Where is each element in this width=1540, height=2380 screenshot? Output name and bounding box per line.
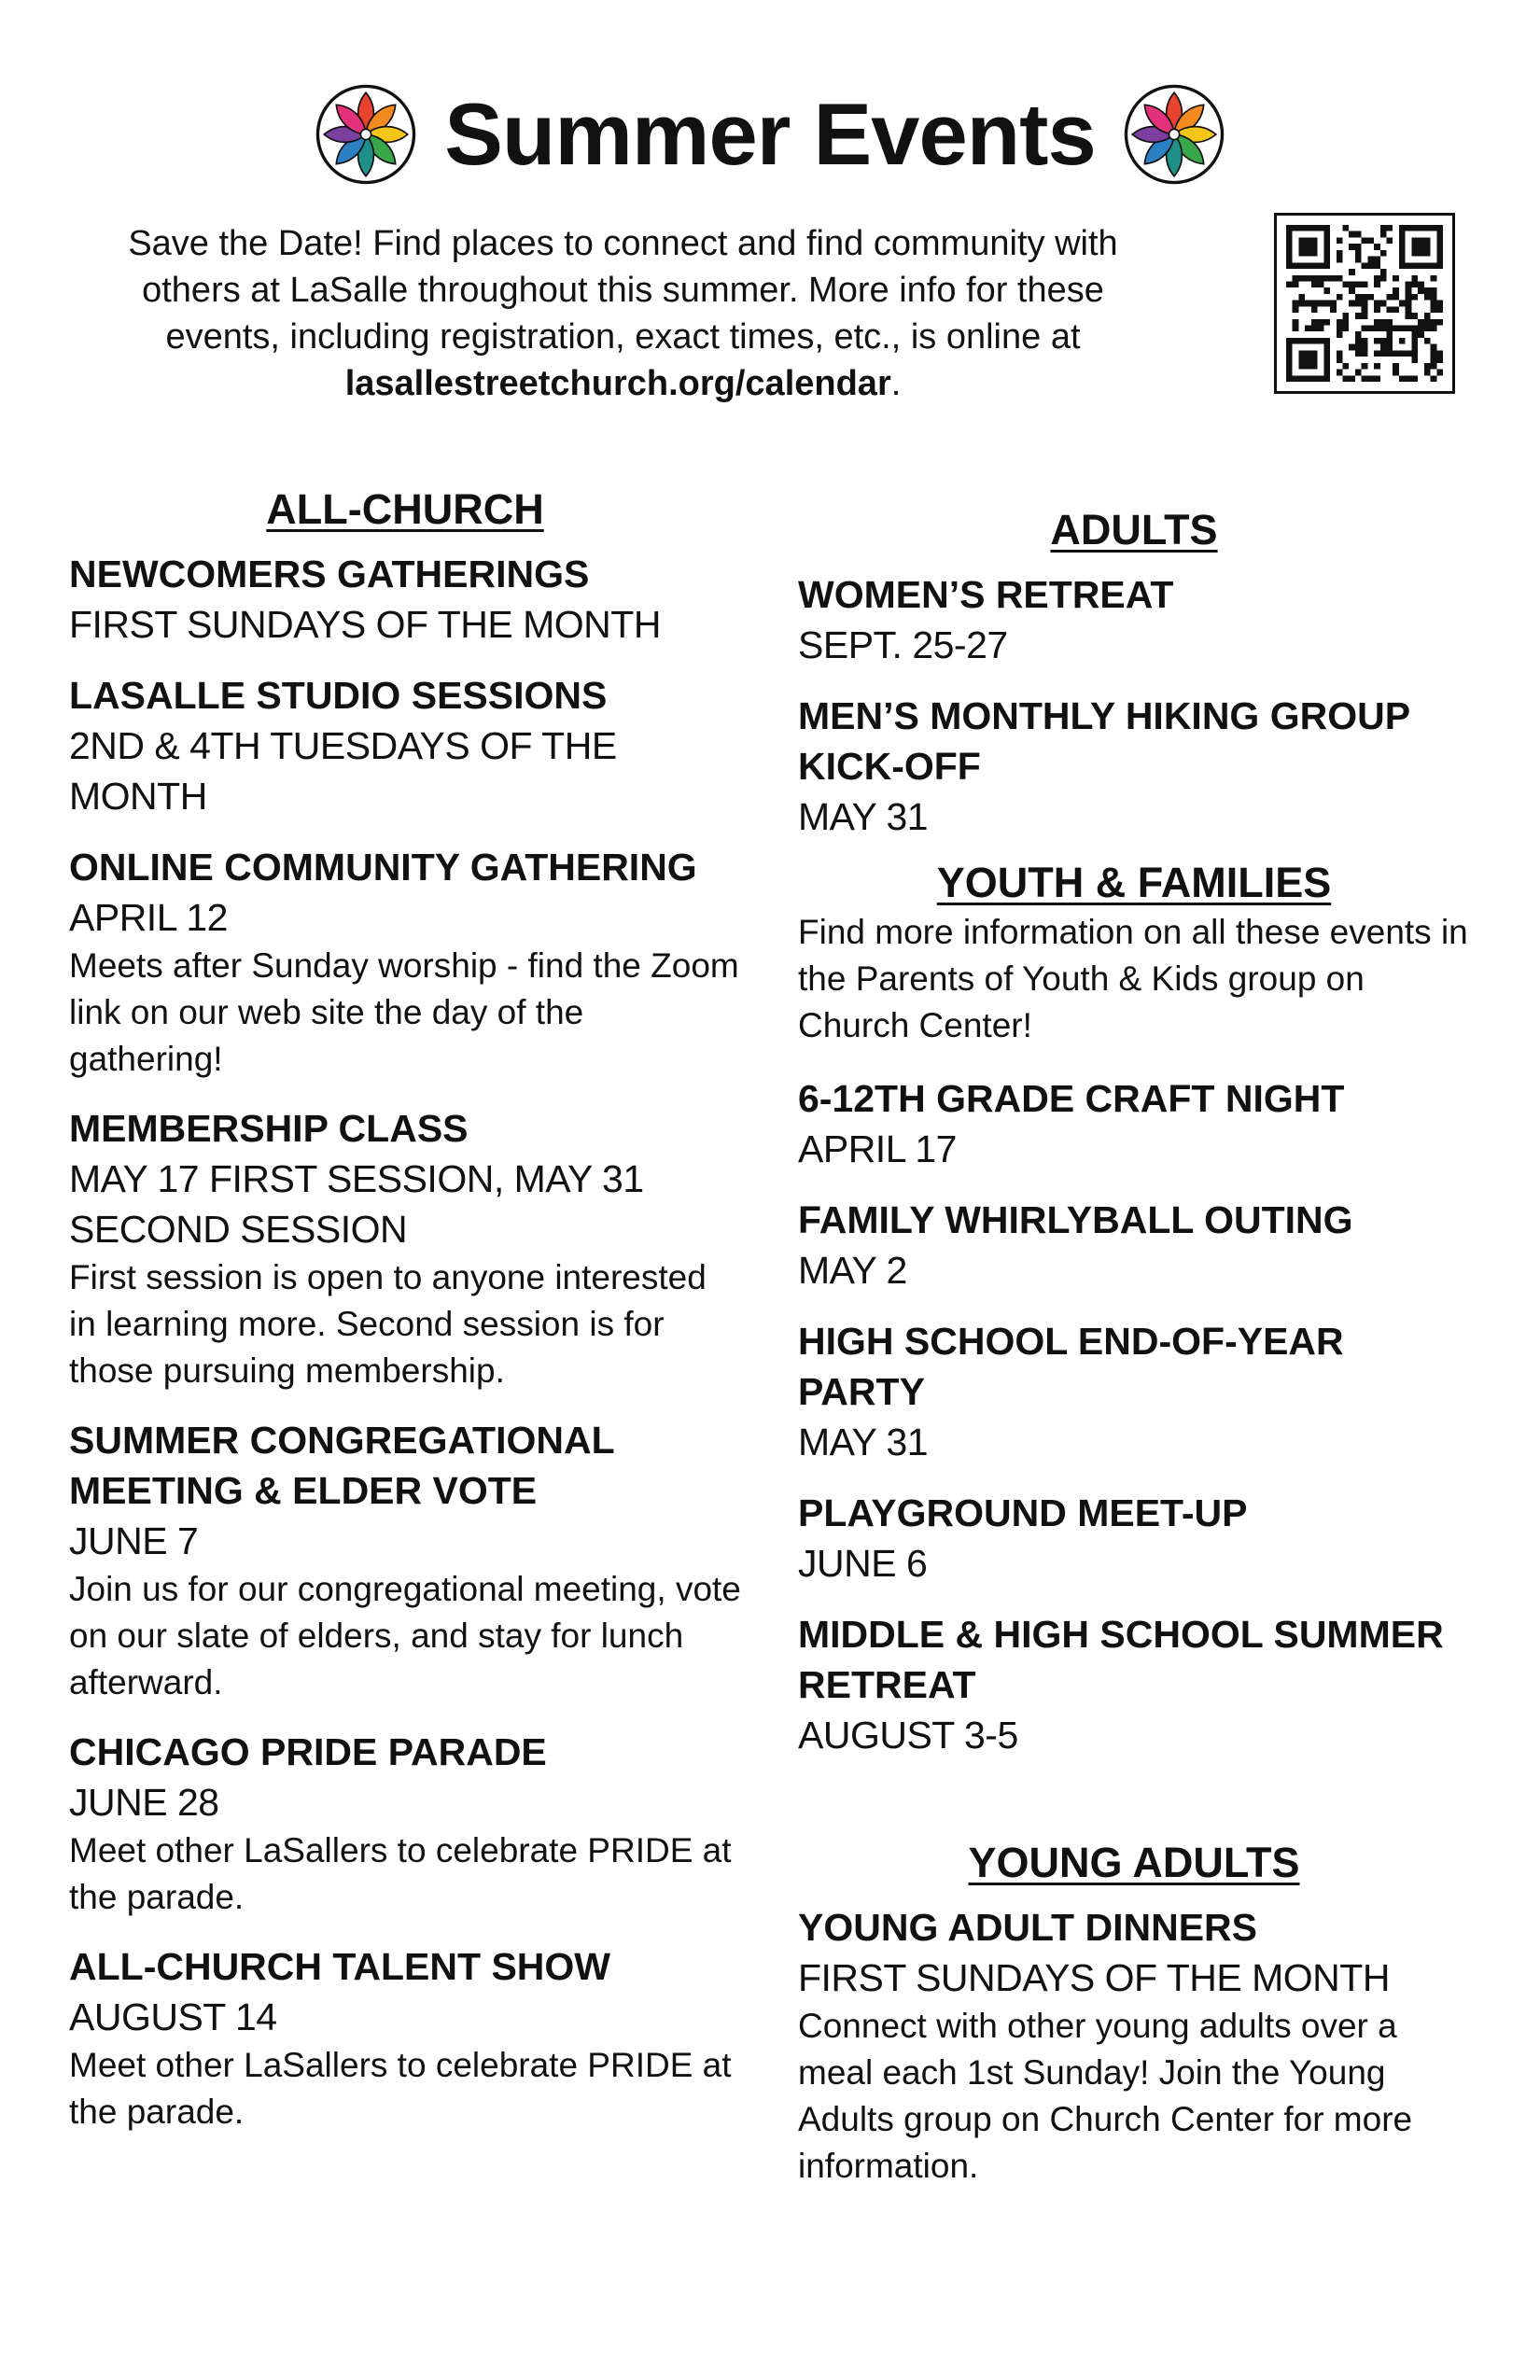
youth-intro: Find more information on all these events in the Parents of Youth & Kids group on Church Center! — [798, 913, 1468, 1044]
event-description: Meets after Sunday worship - find the Zoom link on our web site the day of the gathering! — [69, 946, 739, 1078]
event-date: MAY 2 — [798, 1249, 907, 1292]
event-item — [798, 691, 1470, 842]
event-item — [798, 1073, 1470, 1174]
qr-code-icon[interactable] — [1274, 213, 1455, 394]
event-item — [69, 670, 741, 821]
section-title-adults: ADULTS — [1050, 506, 1218, 553]
event-name: ALL-CHURCH TALENT SHOW — [69, 1945, 610, 1988]
event-item — [798, 1195, 1470, 1295]
event-description: Connect with other young adults over a meal each 1st Sunday! Join the Young Adults group on Church Center for more information. — [798, 2007, 1413, 2185]
event-name: LASALLE STUDIO SESSIONS — [69, 674, 608, 717]
event-name: HIGH SCHOOL END-OF-YEAR PARTY — [798, 1320, 1344, 1413]
event-item — [69, 842, 741, 1083]
event-name: CHICAGO PRIDE PARADE — [69, 1730, 547, 1773]
event-name: PLAYGROUND MEET-UP — [798, 1491, 1248, 1534]
event-date: SEPT. 25-27 — [798, 623, 1008, 666]
section-title-youth: YOUTH & FAMILIES — [936, 859, 1332, 906]
event-date: MAY 17 FIRST SESSION, MAY 31 SECOND SESSION — [69, 1157, 644, 1251]
event-item — [798, 1609, 1470, 1760]
church-flower-logo-icon — [1122, 82, 1226, 187]
event-name: FAMILY WHIRLYBALL OUTING — [798, 1198, 1353, 1241]
event-date: FIRST SUNDAYS OF THE MONTH — [798, 1956, 1390, 1999]
calendar-link[interactable]: lasallestreetchurch.org/calendar — [344, 364, 891, 403]
event-item — [69, 1727, 741, 1921]
event-date: AUGUST 3-5 — [798, 1714, 1018, 1757]
event-date: FIRST SUNDAYS OF THE MONTH — [69, 603, 661, 646]
event-name: ONLINE COMMUNITY GATHERING — [69, 846, 697, 889]
event-item — [798, 1316, 1470, 1467]
event-description: Meet other LaSallers to celebrate PRIDE at the parade. — [69, 2046, 732, 2131]
page-title: Summer Events — [444, 85, 1096, 183]
event-date: 2ND & 4TH TUESDAYS OF THE MONTH — [69, 724, 617, 818]
event-description: Meet other LaSallers to celebrate PRIDE at the parade. — [69, 1831, 732, 1916]
all-church-column — [69, 483, 741, 2156]
event-date: JUNE 6 — [798, 1542, 928, 1585]
event-name: NEWCOMERS GATHERINGS — [69, 553, 590, 595]
event-item — [798, 1488, 1470, 1589]
event-date: APRIL 17 — [798, 1127, 957, 1170]
intro-text: Save the Date! Find places to connect and find community with others at LaSalle throughout this summer. More info for these events, including registration, exact times, etc., is online at — [128, 224, 1118, 357]
event-name: MIDDLE & HIGH SCHOOL SUMMER RETREAT — [798, 1613, 1444, 1706]
event-item — [69, 1415, 741, 1706]
event-name: 6-12TH GRADE CRAFT NIGHT — [798, 1077, 1345, 1120]
event-name: MEN’S MONTHLY HIKING GROUP KICK-OFF — [798, 694, 1410, 788]
intro-period: . — [890, 364, 902, 403]
section-title-all-church: ALL-CHURCH — [266, 485, 544, 533]
event-name: SUMMER CONGREGATIONAL MEETING & ELDER VOTE — [69, 1419, 614, 1512]
event-description: First session is open to anyone interested in learning more. Second session is for those pursuing membership. — [69, 1258, 707, 1390]
event-date: JUNE 7 — [69, 1519, 199, 1562]
event-item — [69, 549, 741, 650]
event-date: MAY 31 — [798, 1421, 929, 1463]
header — [0, 82, 1540, 187]
event-item — [69, 1103, 741, 1394]
event-name: YOUNG ADULT DINNERS — [798, 1906, 1257, 1949]
event-date: AUGUST 14 — [69, 1995, 277, 2038]
intro-paragraph — [93, 220, 1153, 407]
section-title-young-adults: YOUNG ADULTS — [968, 1839, 1300, 1886]
event-date: MAY 31 — [798, 795, 929, 838]
event-date: APRIL 12 — [69, 896, 228, 939]
church-flower-logo-icon — [314, 82, 418, 187]
right-column — [798, 504, 1470, 2210]
event-item — [798, 1902, 1470, 2190]
event-name: WOMEN’S RETREAT — [798, 573, 1174, 616]
event-item — [798, 569, 1470, 670]
event-description: Join us for our congregational meeting, vote on our slate of elders, and stay for lunch afterward. — [69, 1570, 741, 1701]
event-date: JUNE 28 — [69, 1781, 219, 1824]
event-item — [69, 1941, 741, 2135]
event-name: MEMBERSHIP CLASS — [69, 1107, 469, 1150]
